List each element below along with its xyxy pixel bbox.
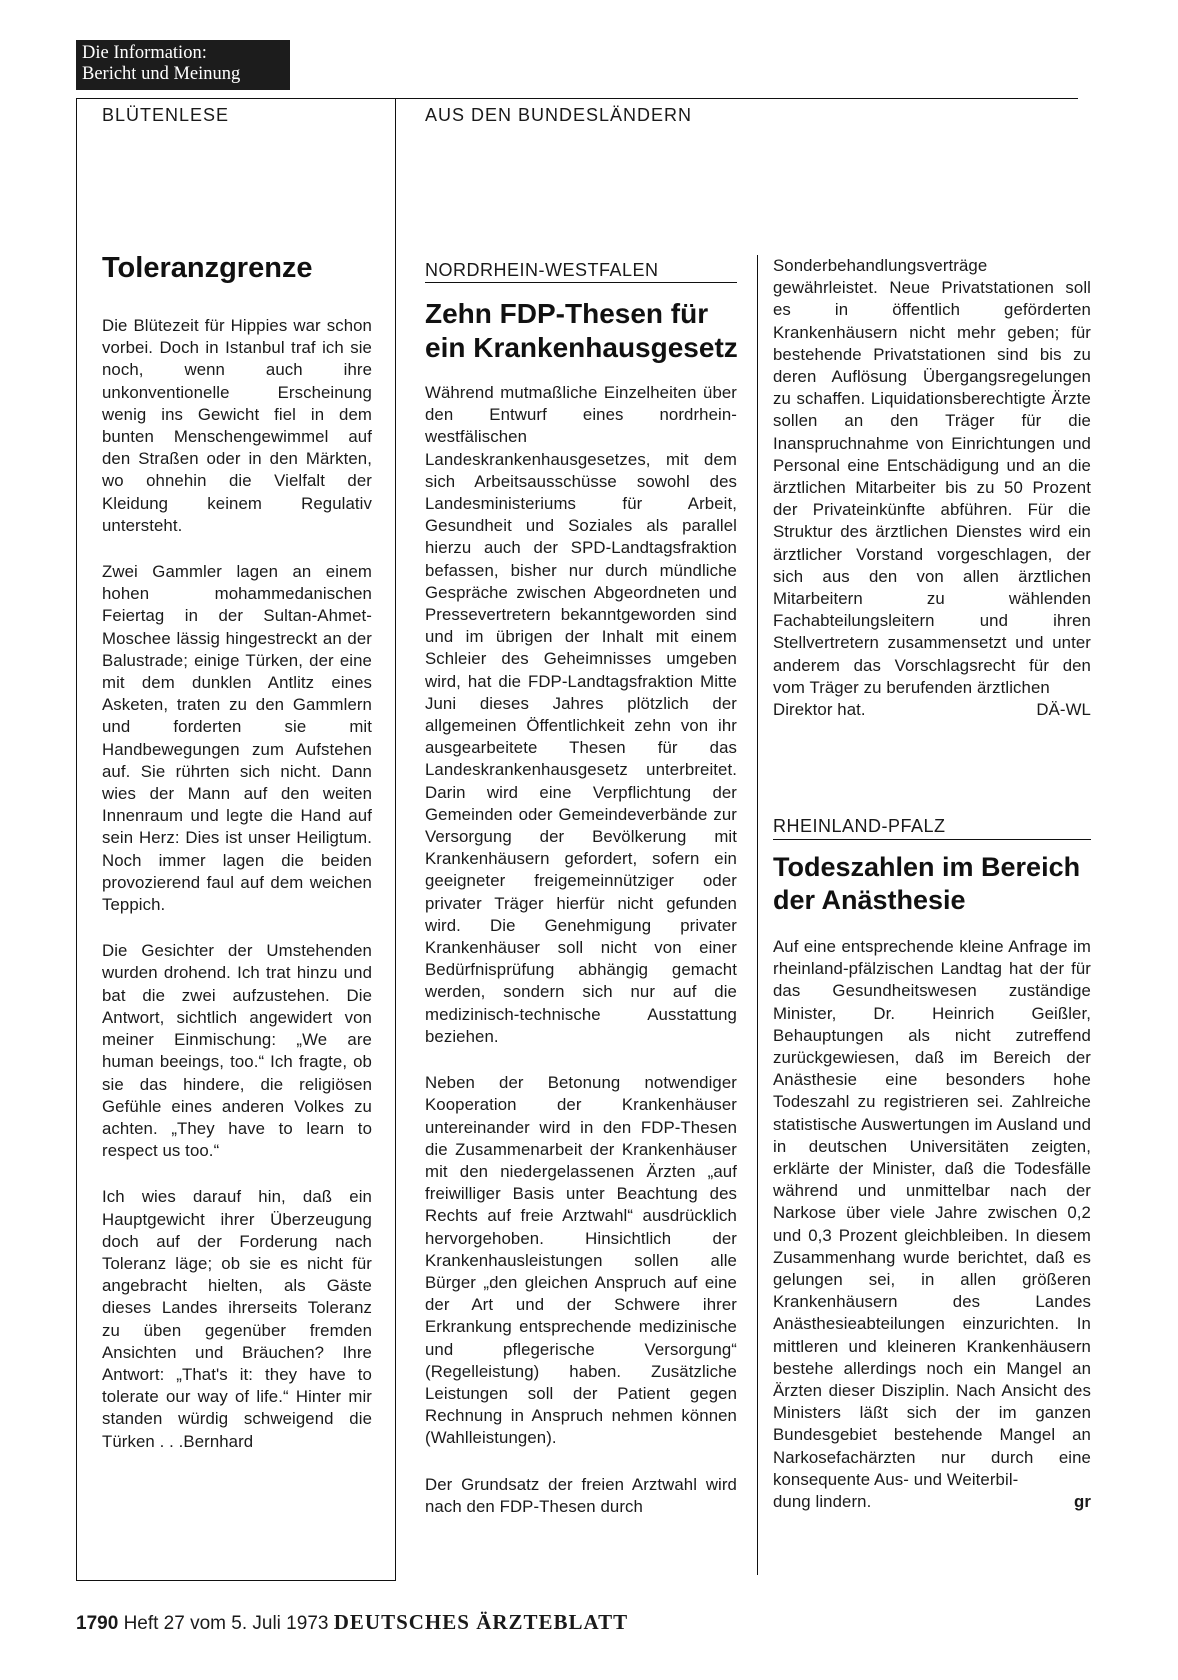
header-line-1: Die Information: bbox=[82, 43, 207, 63]
left-paragraph-3: Die Gesichter der Umstehenden wurden drohend. Ich trat hinzu und bat die zwei aufzustehen. Die Antwort, sichtlich angewidert von meiner Einmischung: „We are human beeings, too.“ Ich fragte, ob sie das hindere, die religiösen Gefühle eines anderen Volkes zu achten. „They have to learn to respect us too.“ bbox=[102, 941, 372, 1161]
left-column-border-left bbox=[76, 98, 77, 1580]
middle-title-line-2: ein Krankenhausgesetz bbox=[425, 332, 738, 363]
right-article-signature-line bbox=[773, 1491, 1091, 1513]
right-continued-signature: DÄ-WL bbox=[1036, 700, 1091, 720]
page-footer bbox=[76, 1610, 628, 1635]
header-line-2: Bericht und Meinung bbox=[82, 64, 241, 84]
right-article-signature: gr bbox=[1074, 1492, 1091, 1512]
page-number: 1790 bbox=[76, 1613, 119, 1634]
middle-paragraph-1: Während mutmaßliche Einzelheiten über den Entwurf eines nordrhein-westfälischen Landeskrankenhausgesetzes, mit dem sich Arbeitsausschüsse sowohl des Landesministeriums für Arbeit, Gesundheit und Soziales als parallel hierzu auch der SPD-Landtagsfraktion befassen, bisher nur durch mündliche Gespräche zwischen Abgeordneten und Pressevertretern bekanntgeworden sind und im übrigen der Inhalt mit einem Schleier des Geheimnisses umgeben wird, hat die FDP-Landtagsfraktion Mitte Juni dieses Jahres plötzlich der allgemeinen Öffentlichkeit zehn von ihr ausgearbeitete Thesen für das Landeskrankenhausgesetz unterbreitet. Darin wird eine Verpflichtung der Gemeinden oder Gemeindeverbände zur Versorgung der Bevölkerung mit Krankenhäusern gefordert, sofern ein geeigneter freigemeinnütziger oder privater Träger hierfür nicht gefunden wird. Die Genehmigung privater Krankenhäuser soll nicht von einer Bedürfnisprüfung abhängig gemacht werden, sondern sich nur auf die medizinisch-technische Ausstattung beziehen. bbox=[425, 383, 737, 1046]
middle-title-line-1: Zehn FDP-Thesen für bbox=[425, 298, 709, 329]
right-article-last-line: dung lindern. bbox=[773, 1492, 872, 1512]
right-region-underline bbox=[773, 839, 1091, 840]
left-paragraph-4: Ich wies darauf hin, daß ein Hauptgewicht ihrer Überzeugung doch auf der Forderung nach Toleranz läge; ob sie es nicht für angebracht hielten, als Gäste dieses Landes ihrerseits Toleranz zu üben gegenüber fremden Ansichten und Bräuchen? Ihre Antwort: „That's it: they have to tolerate our way of life.“ Hinter mir standen würdig schweigend die Türken . . .Bernhard bbox=[102, 1187, 372, 1451]
middle-column-rule bbox=[757, 255, 758, 1575]
section-header-badge bbox=[76, 40, 290, 90]
right-region-label: RHEINLAND-PFALZ bbox=[773, 816, 946, 836]
middle-region-label: NORDRHEIN-WESTFALEN bbox=[425, 260, 659, 280]
top-rule bbox=[76, 98, 1078, 99]
left-section-label: BLÜTENLESE bbox=[102, 105, 230, 125]
right-continued-last-line: Direktor hat. bbox=[773, 700, 866, 720]
right-title-line-2: der Anästhesie bbox=[773, 885, 966, 915]
right-article-body bbox=[773, 936, 1091, 1513]
middle-article-body bbox=[425, 382, 737, 1518]
right-title-line-1: Todeszahlen im Bereich bbox=[773, 852, 1081, 882]
left-paragraph-1: Die Blütezeit für Hippies war schon vorbei. Doch in Istanbul traf ich sie noch, wenn auch ihre unkonventionelle Erscheinung wenig ins Gewicht fiel in dem bunten Menschengewimmel auf den Straßen oder in den Märkten, wo ohnehin die Vielfalt der Kleidung keinem Regulativ untersteht. bbox=[102, 316, 372, 535]
middle-paragraph-3: Der Grundsatz der freien Arztwahl wird nach den FDP-Thesen durch bbox=[425, 1474, 737, 1516]
left-column-border-bottom bbox=[76, 1580, 396, 1581]
right-continued-signature-line bbox=[773, 699, 1091, 721]
right-continued-body bbox=[773, 255, 1091, 721]
middle-paragraph-2: Neben der Betonung notwendiger Kooperation der Krankenhäuser untereinander wird in den FDP-Thesen die Zusammenarbeit der Krankenhäuser mit den niedergelassenen Ärzten „auf freiwilliger Basis unter Beachtung des Rechts auf freie Arztwahl“ ausdrücklich hervorgehoben. Hinsichtlich der Krankenhausleistungen sollen alle Bürger „den gleichen Anspruch auf eine der Art und der Schwere ihrer Erkrankung entsprechende medizinische und pflegerische Versorgung“ (Regelleistung) haben. Zusätzliche Leistungen soll der Patient gegen Rechnung in Anspruch nehmen können (Wahlleistungen). bbox=[425, 1073, 737, 1448]
middle-article-title bbox=[425, 297, 738, 365]
right-article-text: Auf eine entsprechende kleine Anfrage im rheinland-pfälzischen Landtag hat der für das Gesundheitswesen zuständige Minister, Dr. Heinrich Geißler, Behauptungen als nicht zutreffend zurückgewiesen, daß im Bereich der Anästhesie eine besonders hohe Todeszahl zu registrieren sei. Zahlreiche statistische Auswertungen im Ausland und in deutschen Universitäten zeigten, erklärte der Minister, daß die Todesfälle während und unmittelbar nach der Narkose über viele Jahre zwischen 0,2 und 0,3 Prozent gleichbleiben. In diesem Zusammenhang wurde berichtet, daß es gelungen sei, in allen größeren Krankenhäusern des Landes Anästhesieabteilungen einzurichten. In mittleren und kleineren Krankenhäusern bestehe allerdings noch ein Mangel an Ärzten dieser Disziplin. Nach Ansicht des Ministers läßt sich der im ganzen Bundesgebiet bestehende Mangel an Narkosefachärzten nur durch eine konsequente Aus- und Weiterbil- bbox=[773, 937, 1091, 1489]
right-continued-text: Sonderbehandlungsverträge gewährleistet. Neue Privatstationen soll es in öffentlich geförderten Krankenhäusern nicht mehr geben; für bestehende Privatstationen sind bis zu deren Auflösung Übergangsregelungen zu schaffen. Liquidationsberechtigte Ärzte sollen an den Träger für die Inanspruchnahme von Einrichtungen und Personal eine Entschädigung und an die ärztlichen Mitarbeiter bis zu 50 Prozent der Privateinkünfte abführen. Für die Struktur des ärztlichen Dienstes wird ein ärztlicher Vorstand vorgeschlagen, der sich aus den von allen ärztlichen Mitarbeitern zu wählenden Fachabteilungsleitern und ihren Stellvertretern zusammensetzt und unter anderem das Vorschlagsrecht für den vom Träger zu berufenden ärztlichen bbox=[773, 256, 1091, 697]
left-article-title: Toleranzgrenze bbox=[102, 252, 313, 284]
left-column-border-right bbox=[395, 98, 396, 1580]
right-section-label: AUS DEN BUNDESLÄNDERN bbox=[425, 105, 693, 125]
left-paragraph-2: Zwei Gammler lagen an einem hohen mohammedanischen Feiertag in der Sultan-Ahmet-Moschee lässig hingestreckt an der Balustrade; einige Türken, der eine mit dem dunklen Antlitz eines Asketen, traten zu den Gammlern und forderten sie mit Handbewegungen zum Aufstehen auf. Sie rührten sich nicht. Dann wies der Mann auf den weiten Innenraum und legte die Hand auf sein Herz: Dies ist unser Heiligtum. Noch immer lagen die beiden provozierend faul auf dem weichen Teppich. bbox=[102, 562, 372, 915]
left-article-body bbox=[102, 315, 372, 1453]
middle-region-underline bbox=[425, 282, 737, 283]
right-article-title bbox=[773, 851, 1080, 917]
issue-info: Heft 27 vom 5. Juli 1973 bbox=[123, 1613, 329, 1634]
magazine-name: DEUTSCHES ÄRZTEBLATT bbox=[333, 1610, 629, 1634]
